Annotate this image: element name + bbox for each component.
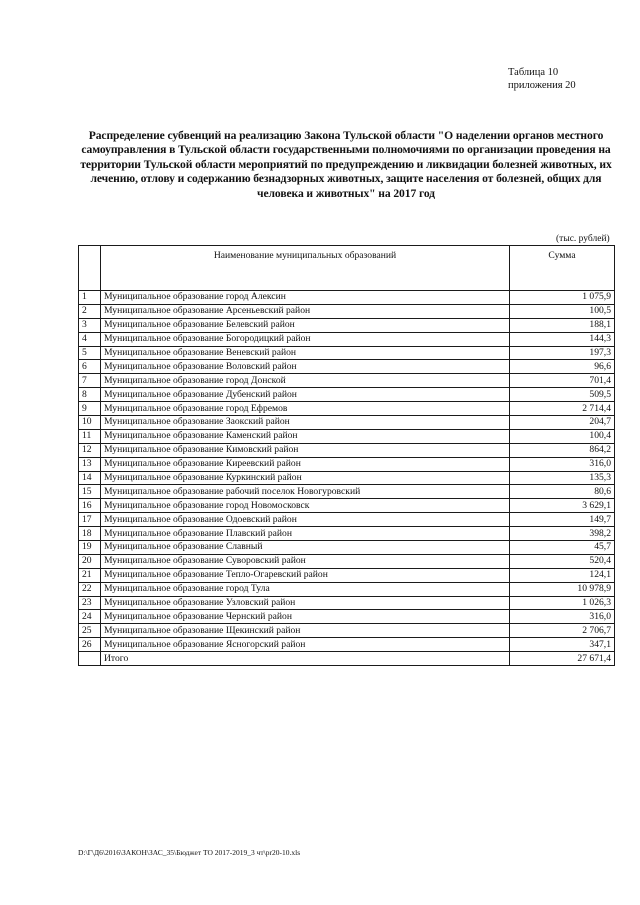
row-number-cell: 7 [79, 374, 101, 388]
total-row [79, 652, 615, 666]
municipality-name-cell: Муниципальное образование город Донской [101, 374, 510, 388]
municipality-name-cell: Муниципальное образование Киреевский район [101, 457, 510, 471]
table-row [79, 485, 615, 499]
row-number-cell [79, 652, 101, 666]
table-row [79, 596, 615, 610]
table-row [79, 291, 615, 305]
row-number-cell: 8 [79, 388, 101, 402]
row-number-cell: 15 [79, 485, 101, 499]
row-number-cell: 23 [79, 596, 101, 610]
sum-cell: 45,7 [510, 541, 615, 555]
sum-cell: 204,7 [510, 416, 615, 430]
table-body [79, 291, 615, 666]
sum-cell: 100,4 [510, 429, 615, 443]
row-number-cell: 12 [79, 443, 101, 457]
column-header-number [79, 246, 101, 291]
municipality-name-cell: Муниципальное образование Суворовский район [101, 554, 510, 568]
sum-cell: 100,5 [510, 304, 615, 318]
table-row [79, 582, 615, 596]
sum-cell: 188,1 [510, 318, 615, 332]
sum-cell: 864,2 [510, 443, 615, 457]
row-number-cell: 13 [79, 457, 101, 471]
row-number-cell: 5 [79, 346, 101, 360]
sum-cell: 3 629,1 [510, 499, 615, 513]
row-number-cell: 26 [79, 638, 101, 652]
table-row [79, 318, 615, 332]
municipality-name-cell: Муниципальное образование Узловский район [101, 596, 510, 610]
file-path-footer: D:\Г\Д6\2016\ЗАКОН\ЗАС_35\Бюджет ТО 2017-2019_3 чт\pr20-10.xls [78, 848, 301, 857]
municipality-name-cell: Муниципальное образование Заокский район [101, 416, 510, 430]
row-number-cell: 11 [79, 429, 101, 443]
municipality-name-cell: Муниципальное образование Куркинский район [101, 471, 510, 485]
document-title: Распределение субвенций на реализацию Закона Тульской области "О наделении органов местного самоуправления в Тульской области государственными полномочиями по организации проведения на территории Тульской области мероприятий по предупреждению и ликвидации болезней животных, их лечению, отлову и содержанию безнадзорных животных, защите населения от болезней, общих для человека и животных" на 2017 год [80, 129, 612, 200]
row-number-cell: 4 [79, 332, 101, 346]
table-row [79, 416, 615, 430]
table-row [79, 624, 615, 638]
sum-cell: 135,3 [510, 471, 615, 485]
table-row [79, 471, 615, 485]
sum-cell: 316,0 [510, 457, 615, 471]
table-header-row [79, 246, 615, 291]
table-row [79, 402, 615, 416]
row-number-cell: 19 [79, 541, 101, 555]
row-number-cell: 9 [79, 402, 101, 416]
row-number-cell: 10 [79, 416, 101, 430]
municipality-name-cell: Муниципальное образование город Ефремов [101, 402, 510, 416]
sum-cell: 1 075,9 [510, 291, 615, 305]
municipality-name-cell: Муниципальное образование Ясногорский район [101, 638, 510, 652]
municipality-name-cell: Муниципальное образование Тепло-Огаревский район [101, 568, 510, 582]
municipality-name-cell: Муниципальное образование город Алексин [101, 291, 510, 305]
table-row [79, 554, 615, 568]
municipality-name-cell: Муниципальное образование Щекинский район [101, 624, 510, 638]
municipality-name-cell: Муниципальное образование Белевский район [101, 318, 510, 332]
table-row [79, 374, 615, 388]
column-header-sum: Сумма [510, 246, 615, 291]
sum-cell: 2 706,7 [510, 624, 615, 638]
sum-cell: 124,1 [510, 568, 615, 582]
sum-cell: 149,7 [510, 513, 615, 527]
municipality-name-cell: Муниципальное образование Чернский район [101, 610, 510, 624]
table-row [79, 541, 615, 555]
municipality-name-cell: Муниципальное образование Арсеньевский район [101, 304, 510, 318]
sum-cell: 96,6 [510, 360, 615, 374]
sum-cell: 398,2 [510, 527, 615, 541]
subsidy-table [78, 245, 615, 666]
row-number-cell: 3 [79, 318, 101, 332]
row-number-cell: 18 [79, 527, 101, 541]
municipality-name-cell: Муниципальное образование Одоевский район [101, 513, 510, 527]
sum-cell: 10 978,9 [510, 582, 615, 596]
sum-cell: 27 671,4 [510, 652, 615, 666]
municipality-name-cell: Муниципальное образование Воловский район [101, 360, 510, 374]
table-row [79, 332, 615, 346]
table-row [79, 513, 615, 527]
table-row [79, 429, 615, 443]
row-number-cell: 25 [79, 624, 101, 638]
table-row [79, 360, 615, 374]
appendix-number: приложения 20 [508, 80, 576, 91]
row-number-cell: 21 [79, 568, 101, 582]
row-number-cell: 17 [79, 513, 101, 527]
units-label: (тыс. рублей) [556, 234, 610, 244]
sum-cell: 701,4 [510, 374, 615, 388]
row-number-cell: 20 [79, 554, 101, 568]
table-row [79, 388, 615, 402]
table-number: Таблица 10 [508, 67, 559, 78]
sum-cell: 80,6 [510, 485, 615, 499]
row-number-cell: 2 [79, 304, 101, 318]
municipality-name-cell: Муниципальное образование Кимовский район [101, 443, 510, 457]
table-row [79, 457, 615, 471]
municipality-name-cell: Муниципальное образование Веневский район [101, 346, 510, 360]
row-number-cell: 14 [79, 471, 101, 485]
row-number-cell: 16 [79, 499, 101, 513]
table-row [79, 304, 615, 318]
table-row [79, 527, 615, 541]
municipality-name-cell: Итого [101, 652, 510, 666]
municipality-name-cell: Муниципальное образование Богородицкий район [101, 332, 510, 346]
sum-cell: 144,3 [510, 332, 615, 346]
municipality-name-cell: Муниципальное образование Дубенский район [101, 388, 510, 402]
row-number-cell: 22 [79, 582, 101, 596]
municipality-name-cell: Муниципальное образование Славный [101, 541, 510, 555]
row-number-cell: 24 [79, 610, 101, 624]
table-row [79, 346, 615, 360]
sum-cell: 347,1 [510, 638, 615, 652]
municipality-name-cell: Муниципальное образование Плавский район [101, 527, 510, 541]
table-row [79, 638, 615, 652]
column-header-name: Наименование муниципальных образований [101, 246, 510, 291]
municipality-name-cell: Муниципальное образование город Новомосковск [101, 499, 510, 513]
sum-cell: 1 026,3 [510, 596, 615, 610]
sum-cell: 520,4 [510, 554, 615, 568]
sum-cell: 2 714,4 [510, 402, 615, 416]
row-number-cell: 1 [79, 291, 101, 305]
sum-cell: 197,3 [510, 346, 615, 360]
table-row [79, 499, 615, 513]
municipality-name-cell: Муниципальное образование рабочий поселок Новогуровский [101, 485, 510, 499]
table-row [79, 568, 615, 582]
row-number-cell: 6 [79, 360, 101, 374]
municipality-name-cell: Муниципальное образование город Тула [101, 582, 510, 596]
sum-cell: 316,0 [510, 610, 615, 624]
municipality-name-cell: Муниципальное образование Каменский район [101, 429, 510, 443]
table-row [79, 610, 615, 624]
sum-cell: 509,5 [510, 388, 615, 402]
table-reference [508, 66, 576, 92]
table-row [79, 443, 615, 457]
